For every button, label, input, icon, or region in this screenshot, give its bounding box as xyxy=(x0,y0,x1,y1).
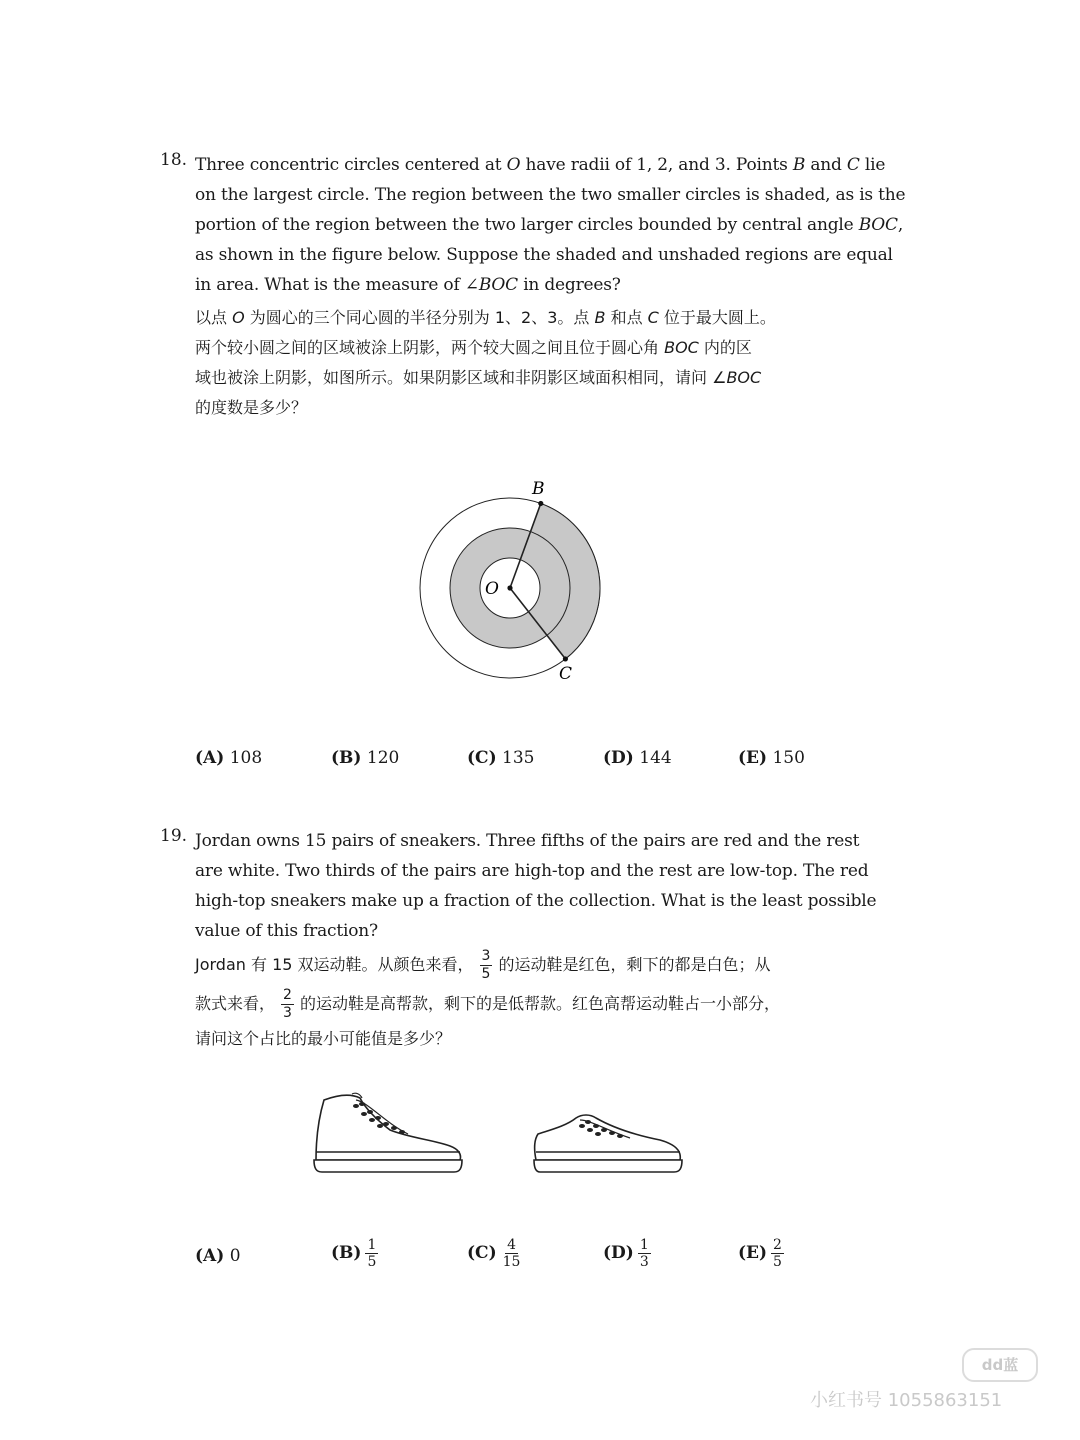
choice-a[interactable]: (A) 0 xyxy=(195,1246,241,1266)
chinese-text xyxy=(195,303,875,423)
math-symbol: O xyxy=(232,308,245,327)
math-symbol: BOC xyxy=(858,215,898,235)
problem-number: 19. xyxy=(160,826,188,846)
math-symbol: B xyxy=(792,155,806,175)
label-b: B xyxy=(532,479,545,499)
point-b xyxy=(538,501,543,506)
chinese-line-1: 以点 O 为圆心的三个同心圆的半径分别为 1、2、3。点 B 和点 C 位于最大圆上。 xyxy=(195,308,776,327)
choice-b[interactable]: (B) 120 xyxy=(331,748,400,768)
problem-19-english xyxy=(195,826,875,946)
point-c xyxy=(563,656,568,661)
math-symbol: O xyxy=(506,155,521,175)
problem-18 xyxy=(160,150,906,790)
choice-b[interactable]: (B) $\frac{1}{5}$ xyxy=(331,1237,377,1270)
english-line-2: are white. Two thirds of the pairs are high-top and the rest are low-top. The red xyxy=(195,861,869,881)
choice-d[interactable]: (D) $\frac{1}{3}$ xyxy=(603,1237,649,1270)
choice-c[interactable]: (C) $\frac{4}{15}$ xyxy=(467,1237,521,1270)
choice-c[interactable]: (C) 135 xyxy=(467,748,535,768)
choice-d[interactable]: (D) 144 xyxy=(603,748,672,768)
problem-19 xyxy=(160,826,880,1296)
low-top-sneaker-illustration xyxy=(530,1106,690,1178)
math-symbol: ∠BOC xyxy=(464,275,518,295)
fraction-two-thirds: $\frac{2}{3}$ xyxy=(283,987,292,1021)
problem-number: 18. xyxy=(160,150,188,170)
label-o: O xyxy=(485,579,499,599)
watermark-logo: dd蓝 xyxy=(962,1348,1038,1382)
concentric-circles-figure xyxy=(408,470,618,690)
english-line-3: high-top sneakers make up a fraction of the collection. What is the least possible xyxy=(195,891,877,911)
math-symbol: B xyxy=(594,308,606,327)
chinese-line-4: 的度数是多少？ xyxy=(195,398,308,417)
choice-a[interactable]: (A) 108 xyxy=(195,748,263,768)
math-symbol: BOC xyxy=(664,338,699,357)
chinese-line-3: 域也被涂上阴影，如图所示。如果阴影区域和非阴影区域面积相同，请问 ∠BOC xyxy=(195,368,762,387)
fraction-three-fifths: $\frac{3}{5}$ xyxy=(481,948,491,982)
problem-18-english xyxy=(195,150,906,300)
point-o xyxy=(507,585,512,590)
chinese-line-3: 请问这个占比的最小可能值是多少？ xyxy=(195,1029,452,1048)
english-text xyxy=(195,150,906,300)
math-symbol: C xyxy=(647,308,659,327)
high-top-sneaker-illustration xyxy=(312,1092,468,1176)
watermark-text: 小红书号 1055863151 xyxy=(810,1390,1003,1411)
chinese-line-2: 款式来看， $\frac{2}{3}$ 的运动鞋是高帮款，剩下的是低帮款。红色高帮运动鞋占一小部分， xyxy=(195,987,780,1021)
english-line-1: Three concentric circles centered at O have radii of 1, 2, and 3. Points B and C lie xyxy=(195,155,886,175)
english-text xyxy=(195,826,875,946)
english-line-4: as shown in the figure below. Suppose the shaded and unshaded regions are equal xyxy=(195,245,893,265)
chinese-line-1: Jordan 有 15 双运动鞋。从颜色来看， $\frac{3}{5}$ 的运动鞋是红色，剩下的都是白色；从 xyxy=(195,948,771,982)
math-symbol: C xyxy=(846,155,860,175)
problem-19-chinese xyxy=(195,946,875,1054)
english-line-4: value of this fraction? xyxy=(195,921,378,941)
choice-e[interactable]: (E) $\frac{2}{5}$ xyxy=(738,1237,782,1270)
problem-18-chinese xyxy=(195,303,875,423)
english-line-1: Jordan owns 15 pairs of sneakers. Three fifths of the pairs are red and the rest xyxy=(195,831,860,851)
math-symbol: ∠BOC xyxy=(712,368,762,387)
english-line-3: portion of the region between the two larger circles bounded by central angle BOC, xyxy=(195,215,904,235)
label-c: C xyxy=(559,664,573,684)
english-line-2: on the largest circle. The region between the two smaller circles is shaded, as is the xyxy=(195,185,906,205)
chinese-line-2: 两个较小圆之间的区域被涂上阴影，两个较大圆之间且位于圆心角 BOC 内的区 xyxy=(195,338,752,357)
english-line-5: in area. What is the measure of ∠BOC in degrees? xyxy=(195,275,621,295)
choice-e[interactable]: (E) 150 xyxy=(738,748,805,768)
